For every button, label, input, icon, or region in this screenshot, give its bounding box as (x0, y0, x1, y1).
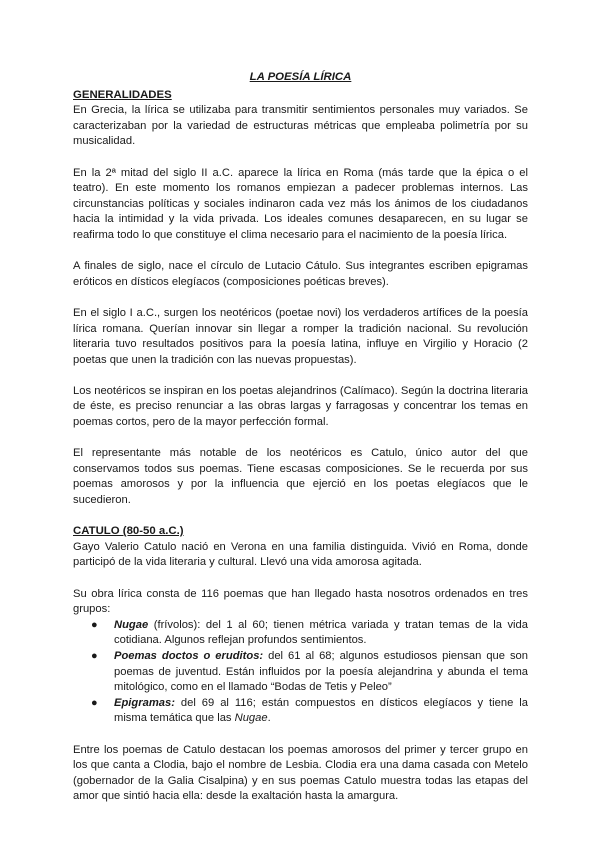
group-text: (frívolos): del 1 al 60; tienen métrica variada y tratan temas de la vida cotidiana. Algunos reflejan profundos sentimientos. (114, 618, 528, 647)
paragraph: En Grecia, la lírica se utilizaba para transmitir sentimientos personales muy variados. Se caracterizaban por la variedad de estructuras métricas que empleaba polimetría por su musicalidad. (73, 104, 528, 148)
section-heading-generalidades: GENERALIDADES (73, 88, 172, 101)
list-item (91, 696, 528, 727)
bullet-icon: ● (91, 649, 98, 662)
paragraph: El representante más notable de los neotéricos es Catulo, único autor del que conservamos todos sus poemas. Tiene escasas composiciones. Se le recuerda por sus poemas amorosos y por la influencia que ejerció en los poetas elegíacos que le sucedieron. (73, 447, 528, 507)
paragraph: En la 2ª mitad del siglo II a.C. aparece la lírica en Roma (más tarde que la épica o el teatro). En este momento los romanos empiezan a padecer problemas internos. Las circunstancias políticas y sociales indinaron cada vez más los ánimos de los ciudadanos hacia la intimidad y la vida privada. Los ideales comunes desaparecen, en su lugar se reafirma todo lo que constituye el clima necesario para el nacimiento de la poesía lírica. (73, 166, 528, 241)
group-tail: . (267, 712, 271, 725)
group-name: Nugae (114, 618, 149, 631)
group-name: Poemas doctos o eruditos: (114, 649, 264, 662)
bullet-icon: ● (91, 618, 98, 631)
page-title: LA POESÍA LÍRICA (249, 71, 352, 83)
groups-list (73, 618, 528, 727)
paragraph: En el siglo I a.C., surgen los neotéricos (poetae novi) los verdaderos artífices de la poesía lírica romana. Querían innovar sin llegar a romper la tradición nacional. Su revolución literaria tuvo resultados positivos para la poesía latina, influye en Virgilio y Horacio (2 poetas que unen la tradición con las nuevas propuestas). (73, 306, 528, 366)
list-item (91, 618, 528, 649)
section-heading-catulo: CATULO (80-50 a.C.) (73, 525, 184, 538)
group-name: Epigramas: (114, 696, 175, 709)
group-text: del 61 al 68; algunos estudiosos piensan que son poemas de juventud. Están influidos por la poesía alejandrina y abunda el tema mitológico, como en el llamado “Bodas de Tetis y Peleo” (114, 649, 528, 694)
paragraph: Los neotéricos se inspiran en los poetas alejandrinos (Calímaco). Según la doctrina literaria de éste, es preciso renunciar a las obras largas y farragosas y concentrar los temas en poemas cortos, pero de la mayor perfección formal. (73, 384, 528, 429)
list-item (91, 649, 528, 696)
bullet-icon: ● (91, 696, 98, 709)
list-intro: Su obra lírica consta de 116 poemas que han llegado hasta nosotros ordenados en tres grupos: (73, 587, 528, 616)
paragraph: Entre los poemas de Catulo destacan los poemas amorosos del primer y tercer grupo en los que canta a Clodia, bajo el nombre de Lesbia. Clodia era una dama casada con Metelo (gobernador de la Galia Cisalpina) y en sus poemas Catulo muestra todas las etapas del amor que sintió hacia ella: desde la exaltación hasta la amargura. (73, 743, 528, 803)
paragraph: A finales de siglo, nace el círculo de Lutacio Cátulo. Sus integrantes escriben epigramas eróticos en dísticos elegíacos (composiciones poéticas breves). (73, 260, 528, 288)
paragraph: Gayo Valerio Catulo nació en Verona en una familia distinguida. Vivió en Roma, donde participó de la vida literaria y cultural. Llevó una vida amorosa agitada. (73, 540, 528, 569)
group-tail-italic: Nugae (234, 712, 268, 725)
group-text: del 69 al 116; están compuestos en dísticos elegíacos y tiene la misma temática que las (114, 696, 528, 725)
